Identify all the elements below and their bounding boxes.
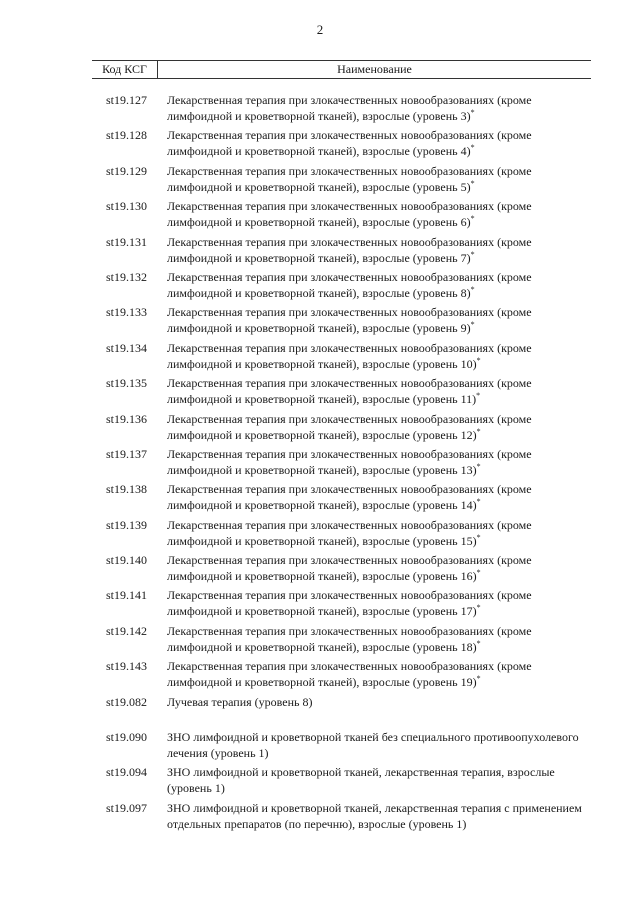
table-row [0, 552, 640, 587]
footnote-mark: * [476, 355, 481, 365]
footnote-mark: * [476, 426, 481, 436]
header-code: Код КСГ [92, 61, 158, 78]
table-row [0, 92, 640, 127]
row-name [167, 198, 590, 230]
row-name-text: Лекарственная терапия при злокачественных новообразованиях (кроме лимфоидной и кроветворной тканей), взрослые (уровень 5) [167, 163, 532, 194]
footnote-mark: * [476, 674, 481, 684]
row-name-text: Лекарственная терапия при злокачественных новообразованиях (кроме лимфоидной и кроветворной тканей), взрослые (уровень 16) [167, 553, 532, 584]
table-row [0, 234, 640, 269]
row-name [167, 658, 590, 690]
row-name-text: ЗНО лимфоидной и кроветворной тканей без специального противоопухолевого лечения (уровень 1) [167, 730, 579, 761]
table-row [0, 729, 640, 764]
footnote-mark: * [476, 568, 481, 578]
footnote-mark: * [470, 320, 475, 330]
row-name-text: Лекарственная терапия при злокачественных новообразованиях (кроме лимфоидной и кроветворной тканей), взрослые (уровень 8) [167, 269, 532, 300]
row-name-text: Лекарственная терапия при злокачественных новообразованиях (кроме лимфоидной и кроветворной тканей), взрослые (уровень 11) [167, 376, 532, 407]
row-name-text: Лекарственная терапия при злокачественных новообразованиях (кроме лимфоидной и кроветворной тканей), взрослые (уровень 6) [167, 199, 532, 230]
row-code: st19.137 [106, 446, 148, 461]
row-code: st19.094 [106, 765, 148, 780]
table-row [0, 446, 640, 481]
table-header [92, 60, 591, 79]
row-name-text: Лекарственная терапия при злокачественных новообразованиях (кроме лимфоидной и кроветворной тканей), взрослые (уровень 9) [167, 305, 532, 336]
footnote-mark: * [470, 249, 475, 259]
row-name-text: Лучевая терапия (уровень 8) [167, 694, 313, 709]
row-code: st19.082 [106, 694, 148, 709]
row-name [167, 340, 590, 372]
footnote-mark: * [476, 532, 481, 542]
table-row [0, 127, 640, 162]
footnote-mark: * [476, 603, 481, 613]
table-row [0, 481, 640, 516]
table-row [0, 800, 640, 835]
row-code: st19.097 [106, 800, 148, 815]
row-code: st19.134 [106, 340, 148, 355]
header-name: Наименование [337, 62, 412, 76]
table-row [0, 340, 640, 375]
row-name-text: Лекарственная терапия при злокачественных новообразованиях (кроме лимфоидной и кроветворной тканей), взрослые (уровень 12) [167, 411, 532, 442]
table-row [0, 375, 640, 410]
row-code: st19.135 [106, 376, 148, 391]
table-row [0, 587, 640, 622]
row-name [167, 587, 590, 619]
footnote-mark: * [470, 178, 475, 188]
table-row [0, 694, 640, 729]
footnote-mark: * [476, 638, 481, 648]
table-body [0, 92, 640, 835]
row-code: st19.131 [106, 234, 148, 249]
row-name [167, 375, 590, 407]
table-row [0, 198, 640, 233]
row-name [167, 694, 590, 710]
row-name [167, 92, 590, 124]
row-name [167, 729, 590, 761]
row-name-text: Лекарственная терапия при злокачественных новообразованиях (кроме лимфоидной и кроветворной тканей), взрослые (уровень 19) [167, 659, 532, 690]
row-code: st19.139 [106, 517, 148, 532]
row-name [167, 481, 590, 513]
row-name-text: Лекарственная терапия при злокачественных новообразованиях (кроме лимфоидной и кроветворной тканей), взрослые (уровень 13) [167, 446, 532, 477]
row-name-text: Лекарственная терапия при злокачественных новообразованиях (кроме лимфоидной и кроветворной тканей), взрослые (уровень 7) [167, 234, 532, 265]
row-code: st19.138 [106, 482, 148, 497]
table-row [0, 163, 640, 198]
row-name-text: Лекарственная терапия при злокачественных новообразованиях (кроме лимфоидной и кроветворной тканей), взрослые (уровень 4) [167, 128, 532, 159]
row-name [167, 552, 590, 584]
row-name [167, 127, 590, 159]
footnote-mark: * [470, 214, 475, 224]
footnote-mark: * [470, 143, 475, 153]
table-row [0, 658, 640, 693]
row-code: st19.142 [106, 623, 148, 638]
row-name [167, 446, 590, 478]
row-name-text: Лекарственная терапия при злокачественных новообразованиях (кроме лимфоидной и кроветворной тканей), взрослые (уровень 15) [167, 517, 532, 548]
row-code: st19.133 [106, 305, 148, 320]
row-code: st19.141 [106, 588, 148, 603]
footnote-mark: * [476, 497, 481, 507]
row-name [167, 764, 590, 796]
table-row [0, 411, 640, 446]
row-code: st19.143 [106, 659, 148, 674]
row-name-text: ЗНО лимфоидной и кроветворной тканей, лекарственная терапия с применением отдельных препаратов (по перечню), взрослые (уровень 1) [167, 800, 582, 831]
row-name [167, 304, 590, 336]
row-name-text: Лекарственная терапия при злокачественных новообразованиях (кроме лимфоидной и кроветворной тканей), взрослые (уровень 18) [167, 623, 532, 654]
footnote-mark: * [470, 284, 475, 294]
table-row [0, 517, 640, 552]
row-name-text: Лекарственная терапия при злокачественных новообразованиях (кроме лимфоидной и кроветворной тканей), взрослые (уровень 14) [167, 482, 532, 513]
row-name-text: Лекарственная терапия при злокачественных новообразованиях (кроме лимфоидной и кроветворной тканей), взрослые (уровень 3) [167, 93, 532, 123]
row-code: st19.136 [106, 411, 148, 426]
footnote-mark: * [476, 391, 481, 401]
row-name [167, 234, 590, 266]
row-code: st19.127 [106, 93, 148, 107]
table-row [0, 623, 640, 658]
table-row [0, 764, 640, 799]
row-code: st19.128 [106, 128, 148, 143]
row-name [167, 269, 590, 301]
table-row [0, 304, 640, 339]
row-name [167, 163, 590, 195]
row-code: st19.129 [106, 163, 148, 178]
row-name [167, 623, 590, 655]
row-name [167, 411, 590, 443]
table-row [0, 269, 640, 304]
row-name-text: Лекарственная терапия при злокачественных новообразованиях (кроме лимфоидной и кроветворной тканей), взрослые (уровень 17) [167, 588, 532, 619]
row-code: st19.140 [106, 553, 148, 568]
footnote-mark: * [470, 108, 475, 117]
row-code: st19.130 [106, 199, 148, 214]
row-code: st19.132 [106, 269, 148, 284]
footnote-mark: * [476, 461, 481, 471]
row-name-text: Лекарственная терапия при злокачественных новообразованиях (кроме лимфоидной и кроветворной тканей), взрослые (уровень 10) [167, 340, 532, 371]
row-code: st19.090 [106, 730, 148, 745]
page-number: 2 [316, 22, 324, 37]
row-name [167, 517, 590, 549]
row-name-text: ЗНО лимфоидной и кроветворной тканей, лекарственная терапия, взрослые (уровень 1) [167, 765, 555, 796]
row-name [167, 800, 590, 832]
